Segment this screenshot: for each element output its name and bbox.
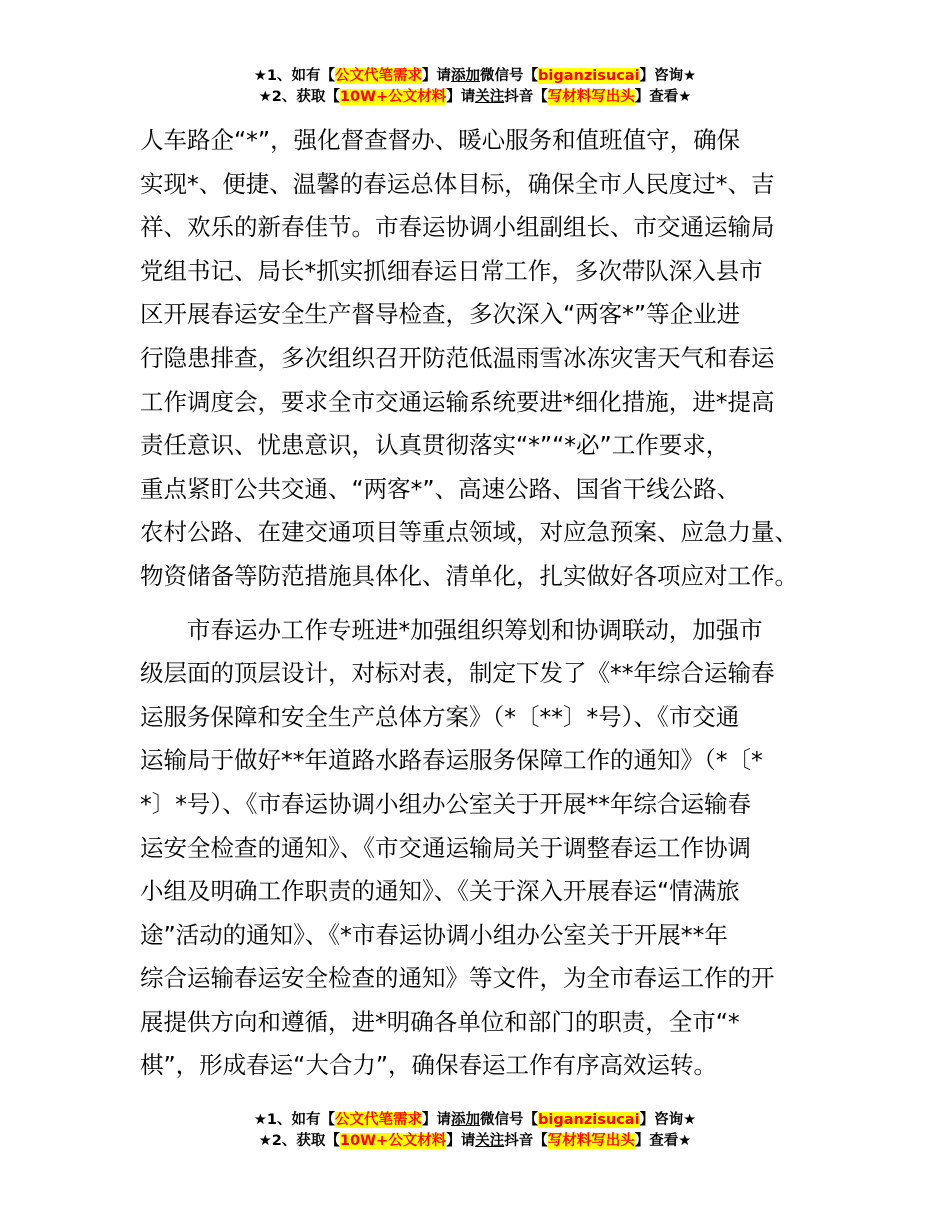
- notice-text: ★1、如有【: [253, 68, 336, 84]
- highlight-materials: 10W+公文材料: [339, 89, 447, 105]
- highlight-wechat-id: biganzisucai: [538, 1112, 640, 1128]
- paragraph-2: [140, 609, 830, 1089]
- text-line: 人车路企“*”，强化督查督办、暖心服务和值班值守，确保: [140, 126, 741, 154]
- paragraph-1: [140, 119, 830, 599]
- text-line: 运服务保障和安全生产总体方案》（*〔**〕*号）、《市交通: [140, 702, 740, 731]
- notice-text: 微信号【: [480, 68, 539, 84]
- notice-line-1: [0, 1110, 950, 1131]
- notice-line-2: [0, 87, 950, 108]
- text-line: 途”活动的通知》、《*市春运协调小组办公室关于开展**年: [140, 920, 728, 949]
- notice-text: 】咨询★: [639, 68, 697, 84]
- text-line: 市春运办工作专班进*加强组织筹划和协调联动，加强市: [140, 615, 763, 644]
- notice-text: ★2、获取【: [258, 1133, 340, 1149]
- paragraph-gap: [140, 599, 830, 609]
- notice-text: 】请: [422, 1112, 452, 1128]
- notice-text: ★2、获取【: [258, 89, 340, 105]
- notice-text: 】查看★: [634, 1133, 692, 1149]
- notice-text: 】请: [446, 89, 476, 105]
- notice-text: 抖音【: [504, 1133, 548, 1149]
- text-line: 祥、欢乐的新春佳节。市春运协调小组副组长、市交通运输局: [140, 213, 775, 242]
- text-line: 责任意识、忧患意识，认真贯彻落实“*”“*必”工作要求，: [140, 431, 730, 460]
- text-line: 工作调度会，要求全市交通运输系统要进*细化措施，进*提高: [140, 387, 775, 416]
- text-line: 小组及明确工作职责的通知》、《关于深入开展春运“情满旅: [140, 877, 740, 906]
- text-line: 运安全检查的通知》、《市交通运输局关于调整春运工作协调: [140, 833, 751, 862]
- text-line: 物资储备等防范措施具体化、清单化，扎实做好各项应对工作。: [140, 561, 798, 590]
- underline-text: 添加: [451, 68, 481, 84]
- text-line: 农村公路、在建交通项目等重点领域，对应急预案、应急力量、: [140, 518, 798, 547]
- text-line: 实现*、便捷、温馨的春运总体目标，确保全市人民度过*、吉: [140, 169, 775, 198]
- notice-line-1: [0, 66, 950, 87]
- text-line: 级层面的顶层设计，对标对表，制定下发了《**年综合运输春: [140, 659, 775, 688]
- text-line: 运输局于做好**年道路水路春运服务保障工作的通知》（*〔*: [140, 746, 763, 775]
- highlight-douyin: 写材料写出头: [547, 89, 635, 105]
- text-line: 党组书记、局长*抓实抓细春运日常工作，多次带队深入县市: [140, 256, 763, 285]
- text-line: 行隐患排查，多次组织召开防范低温雨雪冰冻灾害天气和春运: [140, 343, 775, 372]
- underline-text: 关注: [475, 1133, 505, 1149]
- text-line: *〕*号）、《市春运协调小组办公室关于开展**年综合运输春: [140, 789, 751, 818]
- notice-text: 】查看★: [634, 89, 692, 105]
- highlight-materials: 10W+公文材料: [339, 1133, 447, 1149]
- text-line: 展提供方向和遵循，进*明确各单位和部门的职责，全市“*: [140, 1007, 740, 1036]
- text-line: 棋”，形成春运“大合力”，确保春运工作有序高效运转。: [140, 1051, 718, 1080]
- notice-text: 】请: [422, 68, 452, 84]
- notice-line-2: [0, 1131, 950, 1152]
- notice-text: 抖音【: [504, 89, 548, 105]
- highlight-douyin: 写材料写出头: [547, 1133, 635, 1149]
- footer-notice: [0, 1110, 950, 1152]
- highlight-ghostwriting: 公文代笔需求: [335, 1112, 423, 1128]
- highlight-ghostwriting: 公文代笔需求: [335, 68, 423, 84]
- notice-text: 】请: [446, 1133, 476, 1149]
- text-line: 综合运输春运安全检查的通知》等文件，为全市春运工作的开: [140, 964, 775, 993]
- underline-text: 添加: [451, 1112, 481, 1128]
- header-notice: [0, 66, 950, 108]
- notice-text: 微信号【: [480, 1112, 539, 1128]
- notice-text: 】咨询★: [639, 1112, 697, 1128]
- underline-text: 关注: [475, 89, 505, 105]
- text-line: 重点紧盯公共交通、“两客*”、高速公路、国省干线公路、: [140, 474, 741, 503]
- highlight-wechat-id: biganzisucai: [538, 68, 640, 84]
- notice-text: ★1、如有【: [253, 1112, 336, 1128]
- document-body: [140, 119, 830, 1088]
- text-line: 区开展春运安全生产督导检查，多次深入“两客*”等企业进: [140, 300, 741, 329]
